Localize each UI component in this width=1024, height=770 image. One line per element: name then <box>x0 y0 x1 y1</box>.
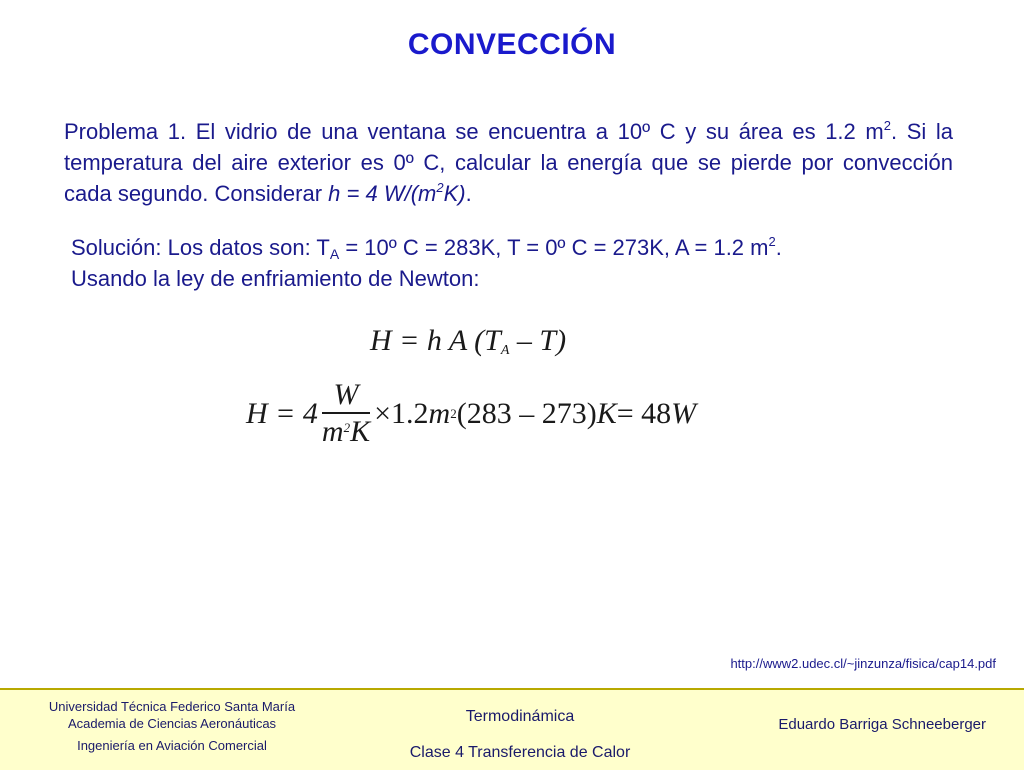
eq2-numerator: W <box>322 378 370 414</box>
eq2-temperature-diff: (283 – 273) <box>456 397 597 430</box>
superscript: 2 <box>883 118 891 133</box>
solution-text-a: Solución: Los datos son: T <box>71 235 330 260</box>
footer-program: Ingeniería en Aviación Comercial <box>77 738 267 753</box>
eq2-den-k: K <box>350 415 371 448</box>
problem-text-1: Problema 1. El vidrio de una ventana se encuentra a 10º C y su área es 1.2 m <box>64 119 884 144</box>
footer-author: Eduardo Barriga Schneeberger <box>778 716 986 733</box>
eq2-lhs: H = 4 <box>246 397 318 430</box>
eq2-times-area: ×1.2 <box>374 397 429 430</box>
eq2-result: = 48 <box>616 397 672 430</box>
source-link[interactable]: http://www2.udec.cl/~jinzunza/fisica/cap14.pdf <box>730 656 996 671</box>
footer-course-name: Termodinámica <box>465 708 575 725</box>
problem-statement <box>64 116 953 209</box>
subscript: A <box>329 246 340 262</box>
eq1-rhs: – T) <box>509 324 567 357</box>
equation-newton-cooling <box>370 324 566 358</box>
solution-text <box>71 232 951 294</box>
slide-title: CONVECCIÓN <box>407 28 617 61</box>
eq2-den-m: m <box>321 415 344 448</box>
h-coefficient <box>328 181 465 206</box>
footer-university: Universidad Técnica Federico Santa María <box>48 699 296 714</box>
equation-calculation: H = 4 $\frac{W}{m^2K}$ ×1.2 m 2 (283 – 273) K = 48 W <box>246 378 697 448</box>
problem-text-2: . Si la temperatura del aire exterior es 0º C, calcular la energía que se pierde por convección cada segundo. Considerar <box>64 119 954 206</box>
h-coefficient-end: K) <box>443 181 466 206</box>
h-coefficient-text: h = 4 W/(m <box>328 181 437 206</box>
eq2-fraction <box>322 378 370 450</box>
eq2-denominator <box>322 414 370 450</box>
footer-lecture: Clase 4 Transferencia de Calor <box>409 744 631 761</box>
solution-text-c: . <box>775 235 782 260</box>
eq2-m: m <box>428 397 451 430</box>
footer-academy: Academia de Ciencias Aeronáuticas <box>67 716 277 731</box>
eq2-w: W <box>671 397 697 430</box>
solution-line-2: Usando la ley de enfriamiento de Newton: <box>71 266 480 291</box>
problem-period: . <box>465 181 472 206</box>
solution-text-b: = 10º C = 283K, T = 0º C = 273K, A = 1.2 m <box>339 235 769 260</box>
footer-bar <box>0 688 1024 770</box>
superscript: 2 <box>436 180 444 195</box>
footer-institution <box>22 698 322 754</box>
eq1-lhs: H = h A (T <box>370 324 501 357</box>
solution-line-1 <box>71 232 951 263</box>
eq2-k: K <box>596 397 617 430</box>
superscript: 2 <box>768 234 776 249</box>
superscript: 2 <box>343 420 351 435</box>
eq1-subscript: A <box>500 343 510 358</box>
